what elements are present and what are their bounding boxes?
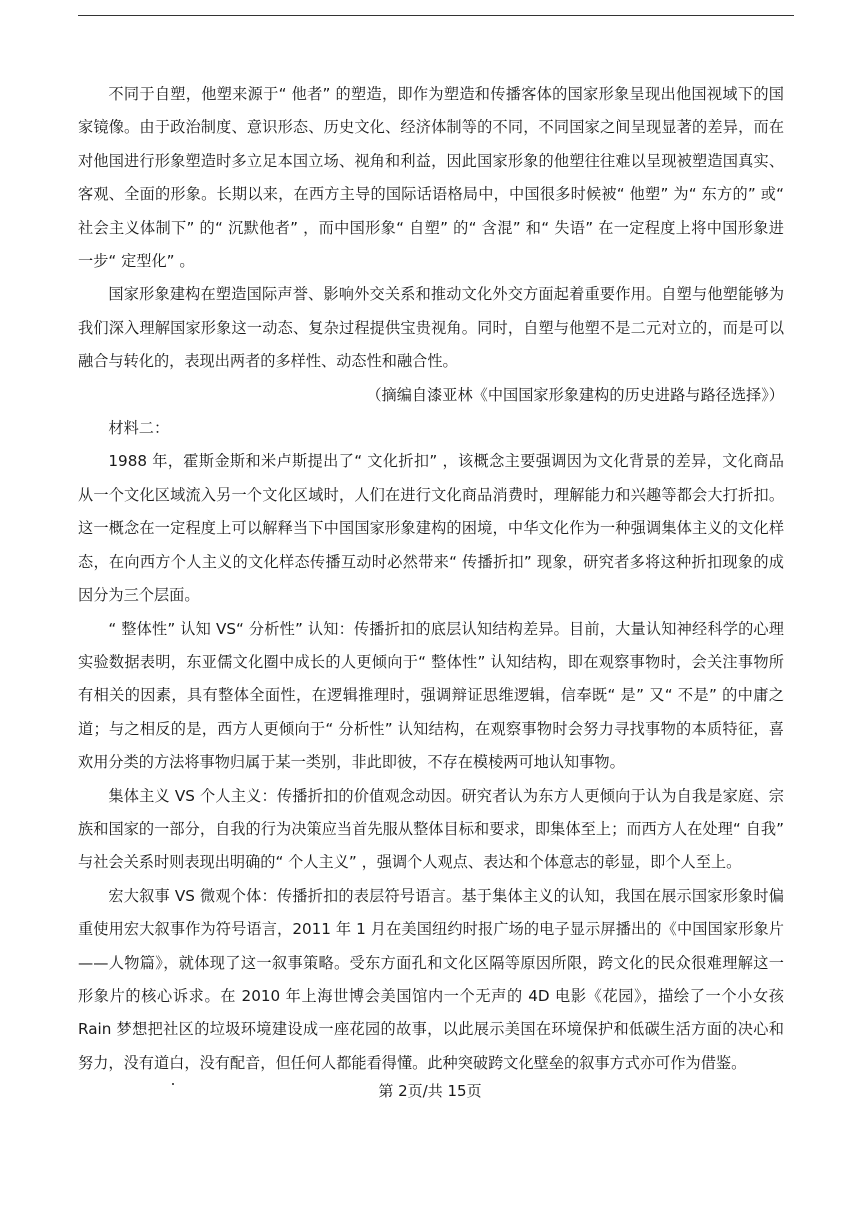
- paragraph-grand-narrative-vs-micro: 宏大叙事 VS 微观个体：传播折扣的表层符号语言。基于集体主义的认知，我国在展示国家形象时偏重使用宏大叙事作为符号语言，2011 年 1 月在美国纽约时报广场的电子显示屏播出的《中国国家形象片——人物篇》，就体现了这一叙事策略。受东方面孔和文化区隔等原因所限，跨文化的民众很难理解这一形象片的核心诉求。在 2010 年上海世博会美国馆内一个无声的 4D 电影《花园》，描绘了一个小女孩 Rain 梦想把社区的垃圾环境建设成一座花园的故事，以此展示美国在环境保护和低碳生活方面的决心和努力，没有道白，没有配音，但任何人都能看得懂。此种突破跨文化壁垒的叙事方式亦可作为借鉴。: [78, 886, 784, 1072]
- header-rule: [78, 15, 794, 16]
- paragraph-he-su: 不同于自塑，他塑来源于“ 他者” 的塑造，即作为塑造和传播客体的国家形象呈现出他国视域下的国家镜像。由于政治制度、意识形态、历史文化、经济体制等的不同，不同国家之间呈现显著的差异，而在对他国进行形象塑造时多立足本国立场、视角和利益，因此国家形象的他塑往往难以呈现被塑造国真实、客观、全面的形象。长期以来，在西方主导的国际话语格局中，中国很多时候被“ 他塑” 为“ 东方的” 或“ 社会主义体制下” 的“ 沉默他者” ，而中国形象“ 自塑” 的“ 含混” 和“ 失语” 在一定程度上将中国形象进一步“ 定型化” 。: [78, 85, 784, 271]
- document-body: [78, 78, 784, 1080]
- paragraph-holistic-vs-analytic: “ 整体性” 认知 VS“ 分析性” 认知：传播折扣的底层认知结构差异。目前，大量认知神经科学的心理实验数据表明，东亚儒文化圈中成长的人更倾向于“ 整体性” 认知结构，即在观察事物时，会关注事物所有相关的因素，具有整体全面性，在逻辑推理时，强调辩证思维逻辑，信奉既“ 是” 又“ 不是” 的中庸之道；与之相反的是，西方人更倾向于“ 分析性” 认知结构，在观察事物时会努力寻找事物的本质特征，喜欢用分类的方法将事物归属于某一类别，非此即彼，不存在模棱两可地认知事物。: [78, 619, 784, 772]
- paragraph-cultural-discount: 1988 年，霍斯金斯和米卢斯提出了“ 文化折扣” ，该概念主要强调因为文化背景的差异，文化商品从一个文化区域流入另一个文化区域时，人们在进行文化商品消费时，理解能力和兴趣等都会大打折扣。这一概念在一定程度上可以解释当下中国国家形象建构的困境，中华文化作为一种强调集体主义的文化样态，在向西方个人主义的文化样态传播互动时必然带来“ 传播折扣” 现象，研究者多将这种折扣现象的成因分为三个层面。: [78, 452, 784, 605]
- paragraph-national-image: 国家形象建构在塑造国际声誉、影响外交关系和推动文化外交方面起着重要作用。自塑与他塑能够为我们深入理解国家形象这一动态、复杂过程提供宝贵视角。同时，自塑与他塑不是二元对立的，而是可以融合与转化的，表现出两者的多样性、动态性和融合性。: [78, 285, 784, 371]
- page-number-footer: 第 2页/共 15页: [378, 1082, 482, 1100]
- source-citation: （摘编自漆亚林《中国国家形象建构的历史进路与路径选择》）: [366, 385, 784, 404]
- paragraph-collectivism-vs-individualism: 集体主义 VS 个人主义：传播折扣的价值观念动因。研究者认为东方人更倾向于认为自我是家庭、宗族和国家的一部分，自我的行为决策应当首先服从整体目标和要求，即集体至上；而西方人在处理“ 自我” 与社会关系时则表现出明确的“ 个人主义” ，强调个人观点、表达和个体意志的彰显，即个人至上。: [78, 786, 784, 872]
- material-two-label: 材料二：: [108, 419, 170, 438]
